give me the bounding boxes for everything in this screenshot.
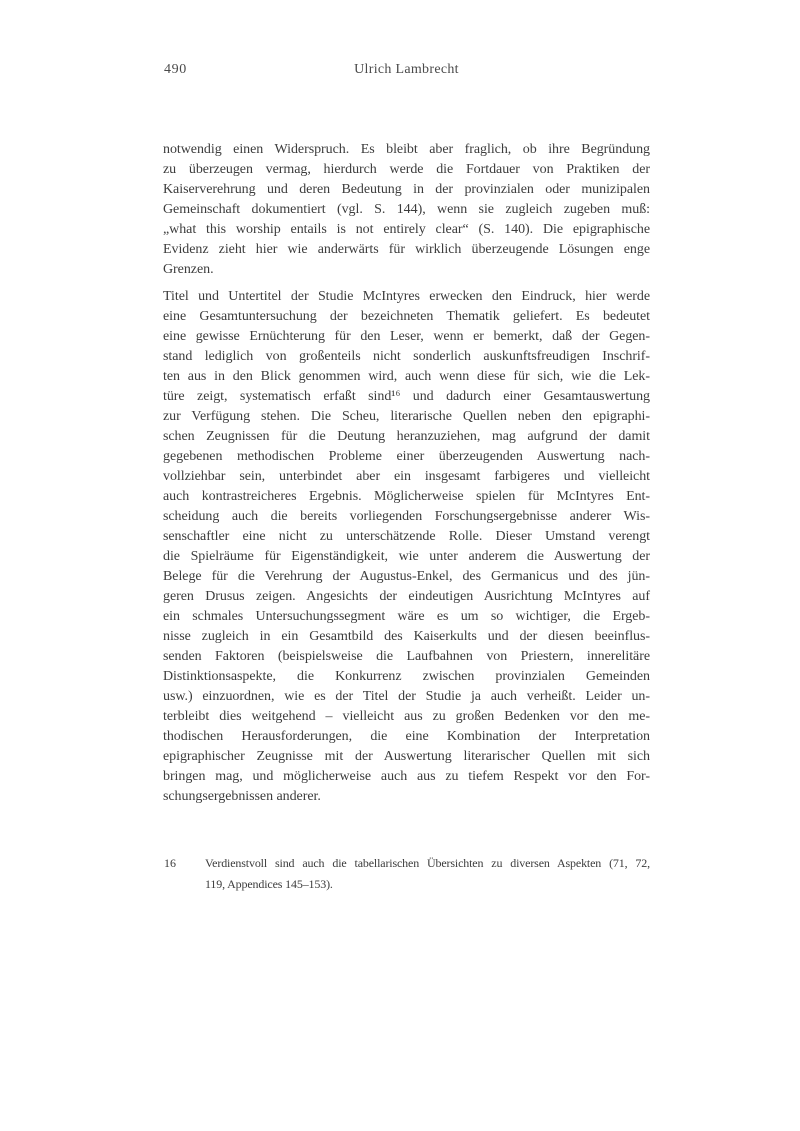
text-line: thodischen Herausforderungen, die eine Kombination der Interpretation: [163, 729, 650, 744]
text-line: „what this worship entails is not entirely clear“ (S. 140). Die epigraphische: [163, 222, 650, 237]
text-line: auch kontrastreicheres Ergebnis. Möglicherweise spielen für McIntyres Ent-: [163, 489, 650, 504]
text-line: epigraphischer Zeugnisse mit der Auswertung literarischer Quellen mit sich: [163, 749, 650, 764]
footnote-text: [205, 853, 650, 895]
text-line: schen Zeugnissen für die Deutung heranzuziehen, mag aufgrund der damit: [163, 429, 650, 444]
text-line: Gemeinschaft dokumentiert (vgl. S. 144), wenn sie zugleich zugeben muß:: [163, 202, 650, 217]
text-line: Grenzen.: [163, 262, 214, 277]
text-line: Distinktionsaspekte, die Konkurrenz zwischen provinzialen Gemeinden: [163, 669, 650, 684]
text-line: vollziehbar sein, unterbindet aber ein insgesamt farbigeres und vielleicht: [163, 469, 650, 484]
text-line: scheidung auch die bereits vorliegenden Forschungsergebnisse anderer Wis-: [163, 509, 650, 524]
text-line: bringen mag, und möglicherweise auch aus zu tiefem Respekt vor den For-: [163, 769, 650, 784]
text-line: 119, Appendices 145–153).: [205, 877, 333, 891]
text-line: Kaiserverehrung und deren Bedeutung in der provinzialen oder munizipalen: [163, 182, 650, 197]
text-line: zu überzeugen vermag, hierdurch werde die Fortdauer von Praktiken der: [163, 162, 650, 177]
body-text: [163, 140, 650, 807]
text-line: Evidenz zieht hier wie anderwärts für wirklich überzeugende Lösungen enge: [163, 242, 650, 257]
page-number: 490: [164, 62, 187, 77]
paragraph-2: [163, 287, 650, 807]
text-line: eine Gesamtuntersuchung der bezeichneten Thematik geliefert. Es bedeutet: [163, 309, 650, 324]
text-line: Titel und Untertitel der Studie McIntyres erwecken den Eindruck, hier werde: [163, 289, 650, 304]
text-line: geren Drusus zeigen. Angesichts der eindeutigen Ausrichtung McIntyres auf: [163, 589, 650, 604]
footnote-16: [163, 853, 650, 895]
text-line: nisse zugleich in ein Gesamtbild des Kaiserkults und der diesen beeinflus-: [163, 629, 650, 644]
paragraph-1: [163, 140, 650, 280]
text-line: senschaftler eine nicht zu unterschätzende Rolle. Dieser Umstand verengt: [163, 529, 650, 544]
text-line: terbleibt dies weitgehend – vielleicht aus zu großen Bedenken vor den me-: [163, 709, 650, 724]
text-line: zur Verfügung stehen. Die Scheu, literarische Quellen neben den epigraphi-: [163, 409, 650, 424]
text-line: stand lediglich von großenteils nicht sonderlich auskunftsfreudigen Inschrif-: [163, 349, 650, 364]
text-line: gegebenen methodischen Probleme einer überzeugenden Auswertung nach-: [163, 449, 650, 464]
text-line: ein schmales Untersuchungssegment wäre es um so wichtiger, die Ergeb-: [163, 609, 650, 624]
running-header: [163, 62, 650, 79]
text-line: ten aus in den Blick genommen wird, auch wenn diese für sich, wie die Lek-: [163, 369, 650, 384]
text-line: senden Faktoren (beispielsweise die Laufbahnen von Priestern, innerelitäre: [163, 649, 650, 664]
text-line: eine gewisse Ernüchterung für den Leser, wenn er bemerkt, daß der Gegen-: [163, 329, 650, 344]
text-line: türe zeigt, systematisch erfaßt sind¹⁶ und dadurch einer Gesamtauswertung: [163, 389, 650, 404]
text-line: schungsergebnissen anderer.: [163, 789, 321, 804]
text-line: die Spielräume für Eigenständigkeit, wie unter anderem die Auswertung der: [163, 549, 650, 564]
footnote-number: 16: [164, 856, 176, 870]
running-title: Ulrich Lambrecht: [354, 62, 459, 77]
text-line: notwendig einen Widerspruch. Es bleibt aber fraglich, ob ihre Begründung: [163, 142, 650, 157]
text-line: usw.) einzuordnen, wie es der Titel der Studie ja auch verheißt. Leider un-: [163, 689, 650, 704]
text-column: [163, 62, 650, 895]
text-line: Verdienstvoll sind auch die tabellarischen Übersichten zu diversen Aspekten (71, 72,: [205, 856, 650, 870]
text-line: Belege für die Verehrung der Augustus-Enkel, des Germanicus und des jün-: [163, 569, 650, 584]
